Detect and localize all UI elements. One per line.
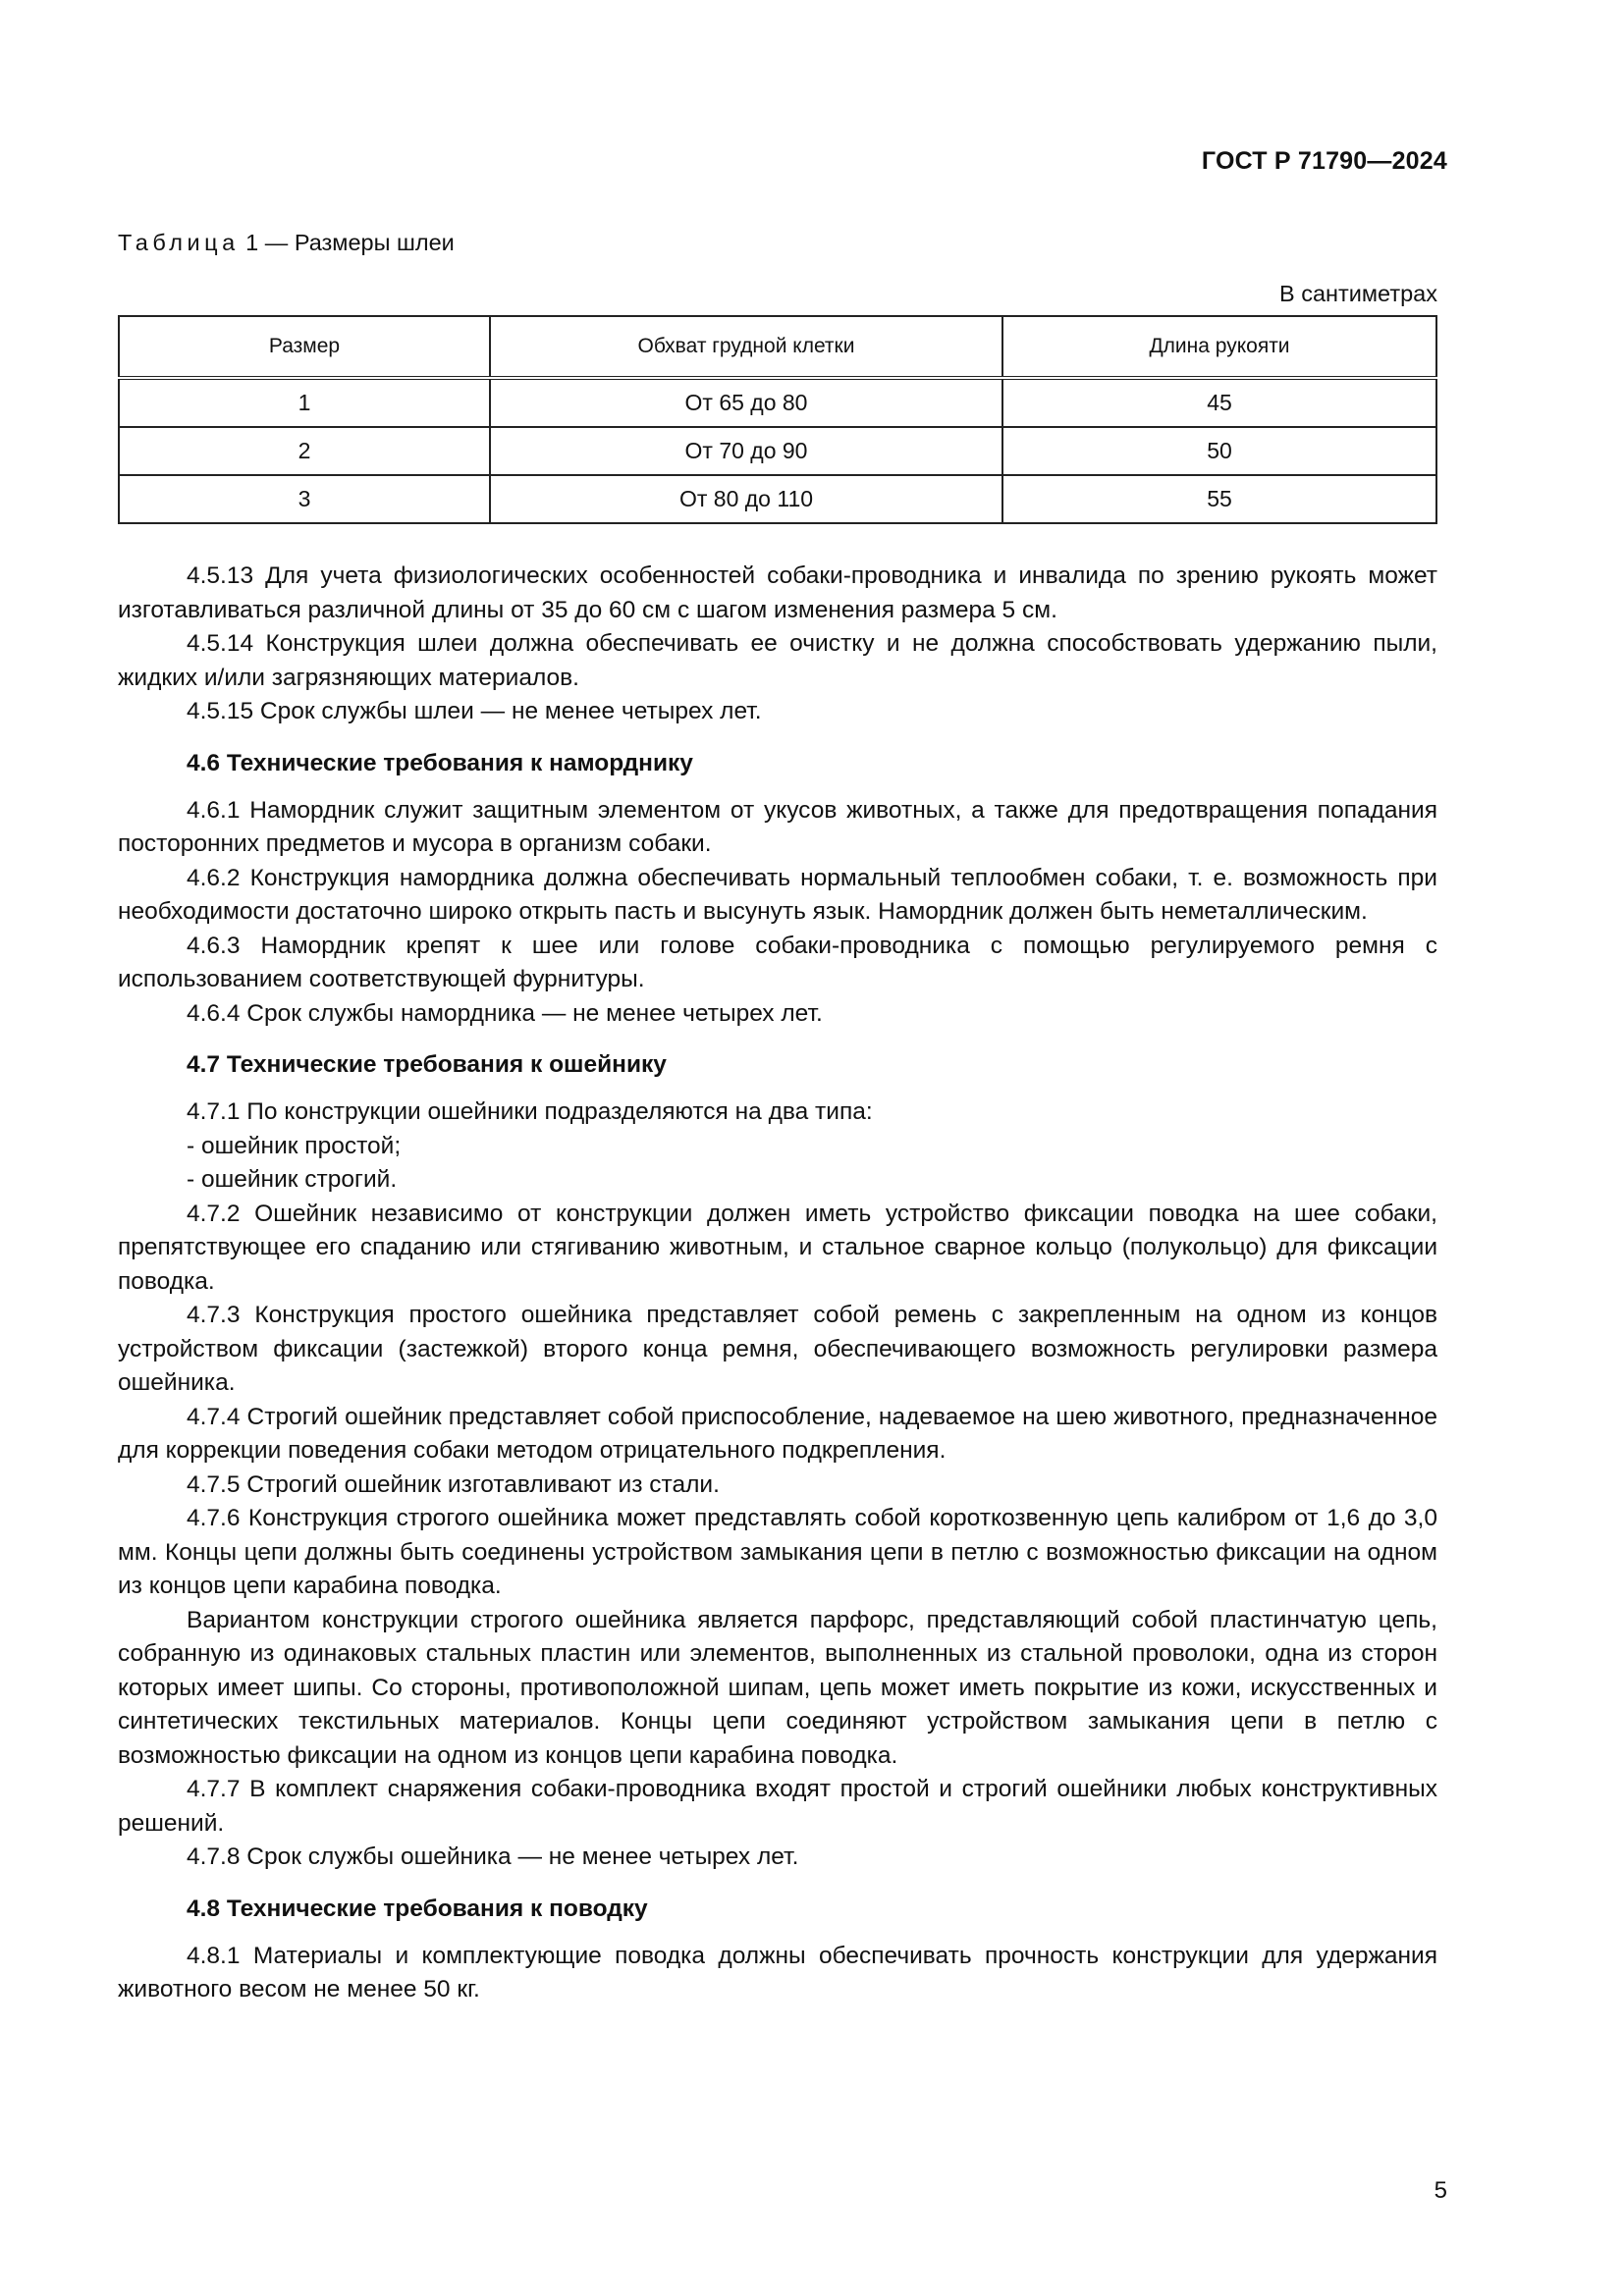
paragraph-4-7-4: 4.7.4 Строгий ошейник представляет собой приспособление, надеваемое на шею животного, предназначенное для коррекции поведения собаки методом отрицательного подкрепления. <box>118 1403 1437 1464</box>
paragraph-4-7-5: 4.7.5 Строгий ошейник изготавливают из стали. <box>187 1470 720 1498</box>
table-row <box>119 378 1436 427</box>
paragraph-4-7-3: 4.7.3 Конструкция простого ошейника представляет собой ремень с закрепленным на одном из концов устройством фиксации (застежкой) второго конца ремня, обеспечивающего возможность регулировки размера ошейника. <box>118 1302 1437 1396</box>
table-cell-handle-length: 50 <box>1002 427 1436 475</box>
table-header-row <box>119 316 1436 378</box>
paragraph-4-6-4: 4.6.4 Срок службы намордника — не менее четырех лет. <box>187 999 823 1027</box>
section-heading-4-8: 4.8 Технические требования к поводку <box>187 1895 648 1922</box>
table-cell-size: 3 <box>119 475 490 523</box>
paragraph-4-8-1: 4.8.1 Материалы и комплектующие поводка должны обеспечивать прочность конструкции для удержания животного весом не менее 50 кг. <box>118 1942 1437 2002</box>
paragraph-4-5-14: 4.5.14 Конструкция шлеи должна обеспечивать ее очистку и не должна способствовать удержанию пыли, жидких и/или загрязняющих материалов. <box>118 630 1437 691</box>
paragraph-4-7-8: 4.7.8 Срок службы ошейника — не менее четырех лет. <box>187 1843 799 1870</box>
paragraph-4-7-7: 4.7.7 В комплект снаряжения собаки-проводника входят простой и строгий ошейники любых конструктивных решений. <box>118 1776 1437 1837</box>
table-header-chest-girth: Обхват грудной клетки <box>490 316 1002 378</box>
paragraph-4-7-1: 4.7.1 По конструкции ошейники подразделяются на два типа: <box>187 1098 873 1125</box>
table-units-note: В сантиметрах <box>1279 281 1437 306</box>
table-cell-handle-length: 55 <box>1002 475 1436 523</box>
table-cell-handle-length: 45 <box>1002 378 1436 427</box>
list-item: - ошейник строгий. <box>187 1166 398 1193</box>
table-header-size: Размер <box>119 316 490 378</box>
paragraph-4-7-2: 4.7.2 Ошейник независимо от конструкции должен иметь устройство фиксации поводка на шее собаки, препятствующее его спаданию или стягиванию животным, и стальное сварное кольцо (полукольцо) для фиксации поводка. <box>118 1200 1437 1295</box>
paragraph-4-6-2: 4.6.2 Конструкция намордника должна обеспечивать нормальный теплообмен собаки, т. е. возможность при необходимости достаточно широко открыть пасть и высунуть язык. Намордник должен быть неметаллическим. <box>118 864 1437 925</box>
table-caption-label: Таблица <box>118 230 240 255</box>
section-heading-4-6: 4.6 Технические требования к наморднику <box>187 749 693 776</box>
paragraph-variant: Вариантом конструкции строгого ошейника является парфорс, представляющий собой пластинчатую цепь, собранную из одинаковых стальных пластин или элементов, выполненных из стальной проволоки, одна из сторон которых имеет шипы. Со стороны, противоположной шипам, цепь может иметь покрытие из кожи, искусственных и синтетических текстильных материалов. Концы цепи соединяют устройством замыкания цепи в петлю с возможностью фиксации на одном из концов цепи карабина поводка. <box>118 1606 1437 1769</box>
table-cell-size: 2 <box>119 427 490 475</box>
table-caption-title: 1 — Размеры шлеи <box>239 230 455 255</box>
page-number: 5 <box>1434 2177 1447 2204</box>
table-row <box>119 427 1436 475</box>
list-item: - ошейник простой; <box>187 1132 402 1159</box>
document-code: ГОСТ Р 71790—2024 <box>1201 147 1447 175</box>
table-cell-chest-girth: От 80 до 110 <box>490 475 1002 523</box>
table-cell-size: 1 <box>119 378 490 427</box>
table-cell-chest-girth: От 70 до 90 <box>490 427 1002 475</box>
body-text <box>118 560 1437 2007</box>
table-cell-chest-girth: От 65 до 80 <box>490 378 1002 427</box>
section-heading-4-7: 4.7 Технические требования к ошейнику <box>187 1051 667 1078</box>
table-header-handle-length: Длина рукояти <box>1002 316 1436 378</box>
harness-sizes-table <box>118 315 1437 524</box>
table-row <box>119 475 1436 523</box>
paragraph-4-6-1: 4.6.1 Намордник служит защитным элементом от укусов животных, а также для предотвращения попадания посторонних предметов и мусора в организм собаки. <box>118 796 1437 857</box>
table-caption <box>118 226 1437 259</box>
paragraph-4-6-3: 4.6.3 Намордник крепят к шее или голове собаки-проводника с помощью регулируемого ремня с использованием соответствующей фурнитуры. <box>118 932 1437 992</box>
paragraph-4-5-15: 4.5.15 Срок службы шлеи — не менее четырех лет. <box>187 698 762 724</box>
paragraph-4-5-13: 4.5.13 Для учета физиологических особенностей собаки-проводника и инвалида по зрению рукоять может изготавливаться различной длины от 35 до 60 см с шагом изменения размера 5 см. <box>118 562 1437 623</box>
page-content <box>118 226 1437 2007</box>
paragraph-4-7-6: 4.7.6 Конструкция строгого ошейника может представлять собой короткозвенную цепь калибром от 1,6 до 3,0 мм. Концы цепи должны быть соединены устройством замыкания цепи в петлю с возможностью фиксации на одном из концов цепи карабина поводка. <box>118 1505 1437 1599</box>
